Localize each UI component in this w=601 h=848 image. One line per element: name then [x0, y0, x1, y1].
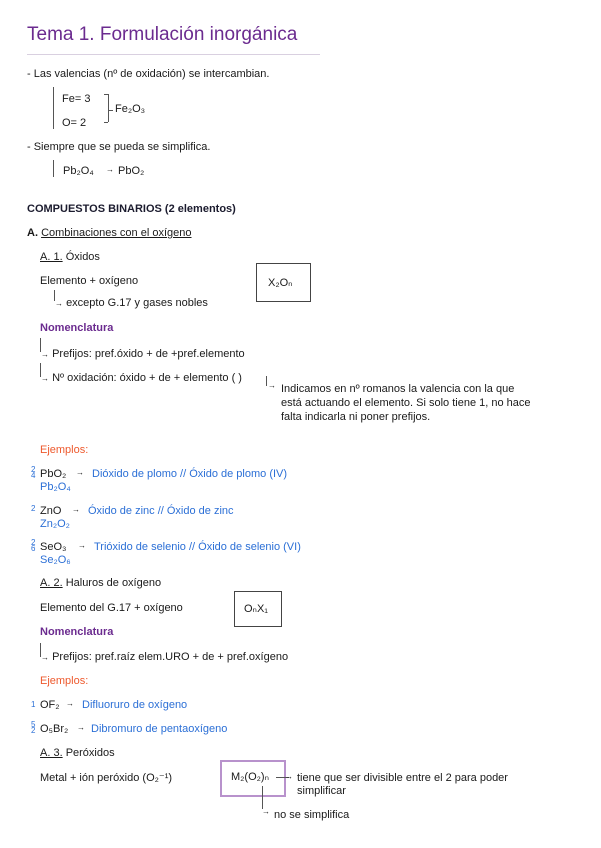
example-formula: SeO₃ [40, 541, 67, 553]
example-valence-mark: 2 [31, 504, 36, 513]
oxidos-nom2: Nº oxidación: óxido + de + elemento ( ) [52, 372, 242, 384]
no-simplifica-connector [262, 786, 263, 809]
example-arrow: → [77, 723, 85, 732]
example-under: Pb₂O₄ [40, 481, 71, 493]
haluros-nom-title: Nomenclatura [40, 626, 114, 638]
peroxidos-formula: M₂(O₂)ₙ [231, 771, 269, 783]
peroxidos-arrow-icon: → [285, 772, 293, 781]
example-name: Difluoruro de oxígeno [82, 699, 188, 711]
pb-arrow: → [106, 165, 114, 174]
haluros-heading [40, 577, 161, 589]
nom1-arrow-icon: → [41, 350, 49, 359]
peroxidos-name: Peróxidos [65, 747, 115, 759]
note-connector [266, 376, 267, 386]
bracket-left [53, 87, 54, 129]
peroxidos-note-2: simplificar [297, 785, 346, 797]
oxidos-nom1-line [41, 348, 245, 360]
haluros-examples-title: Ejemplos: [40, 675, 89, 687]
section-heading: COMPUESTOS BINARIOS (2 elementos) [27, 203, 236, 215]
oxidos-note-1: Indicamos en nº romanos la valencia con la que [281, 383, 515, 395]
example-valence-mark: 2 6 [31, 538, 36, 553]
example-valence-mark: 1 [31, 700, 36, 709]
haluros-nom-arrow-icon: → [41, 653, 49, 662]
pb-from: Pb₂O₄ [63, 165, 94, 177]
oxidos-note-3: falta indicarla ni poner prefijos. [281, 411, 431, 423]
example-name: Dióxido de plomo // Óxido de plomo (IV) [92, 468, 288, 480]
section-a-title: Combinaciones con el oxígeno [41, 227, 192, 239]
fe-valence: Fe= 3 [62, 93, 91, 105]
haluros-num: A. 2. [40, 577, 63, 589]
bracket-top [104, 94, 108, 95]
example-arrow: → [78, 541, 86, 550]
nom2-arrow-icon: → [41, 374, 49, 383]
o-valence: O= 2 [62, 117, 87, 129]
oxidos-nom2-line [41, 372, 242, 384]
intro-line-2: - Siempre que se pueda se simplifica. [27, 141, 211, 153]
example-arrow: → [72, 505, 80, 514]
example-valence-mark: 5 2 [31, 720, 36, 735]
oxidos-name: Óxidos [65, 251, 100, 263]
example-arrow: → [76, 468, 84, 477]
page-title: Tema 1. Formulación inorgánica [27, 24, 298, 45]
example-formula: O₅Br₂ [40, 723, 69, 735]
title-divider [27, 54, 320, 55]
oxidos-nom1: Prefijos: pref.óxido + de +pref.elemento [52, 348, 245, 360]
haluros-rule: Elemento del G.17 + oxígeno [40, 602, 183, 614]
oxidos-nom-title: Nomenclatura [40, 322, 114, 334]
peroxidos-rule: Metal + ión peróxido (O₂⁻¹) [40, 772, 173, 784]
bracket-right [108, 94, 109, 122]
oxidos-heading [40, 251, 100, 263]
oxidos-rule: Elemento + oxígeno [40, 275, 139, 287]
peroxidos-heading [40, 747, 115, 759]
peroxidos-note-3: no se simplifica [274, 809, 350, 821]
example-name: Óxido de zinc // Óxido de zinc [88, 505, 234, 517]
pb-bracket [53, 160, 54, 177]
example-formula: ZnO [40, 505, 62, 517]
except-arrow-text [55, 297, 208, 309]
intro-line-1: - Las valencias (nº de oxidación) se intercambian. [27, 68, 270, 80]
example-formula: OF₂ [40, 699, 60, 711]
except-arrow-icon: → [55, 299, 63, 308]
example-under: Se₂O₆ [40, 554, 71, 566]
peroxidos-num: A. 3. [40, 747, 63, 759]
note-arrow-icon: → [268, 381, 276, 390]
example-name: Trióxido de selenio // Óxido de selenio (VI) [94, 541, 301, 553]
haluros-formula: OₙX₁ [244, 603, 268, 615]
section-a [27, 227, 192, 239]
oxidos-note-2: está actuando el elemento. Si solo tiene 1, no hace [281, 397, 531, 409]
haluros-nom1: Prefijos: pref.raíz elem.URO + de + pref.oxígeno [52, 651, 289, 663]
peroxidos-note-1: tiene que ser divisible entre el 2 para poder [297, 772, 508, 784]
example-name: Dibromuro de pentaoxígeno [91, 723, 228, 735]
oxidos-num: A. 1. [40, 251, 63, 263]
bracket-bottom [104, 122, 108, 123]
fe-result: Fe₂O₃ [115, 103, 146, 115]
example-under: Zn₂O₂ [40, 518, 70, 530]
example-arrow: → [66, 699, 74, 708]
example-valence-mark: 2 4 [31, 465, 36, 480]
bracket-mid [108, 110, 113, 111]
example-formula: PbO₂ [40, 468, 67, 480]
oxidos-except: excepto G.17 y gases nobles [66, 297, 208, 309]
oxidos-examples-title: Ejemplos: [40, 444, 89, 456]
section-a-letter: A. [27, 227, 38, 239]
pb-to: PbO₂ [118, 165, 145, 177]
no-simplifica-arrow-icon: → [262, 807, 270, 816]
oxidos-formula: X₂Oₙ [268, 277, 293, 289]
haluros-nom1-line [41, 651, 288, 663]
haluros-name: Haluros de oxígeno [65, 577, 162, 589]
